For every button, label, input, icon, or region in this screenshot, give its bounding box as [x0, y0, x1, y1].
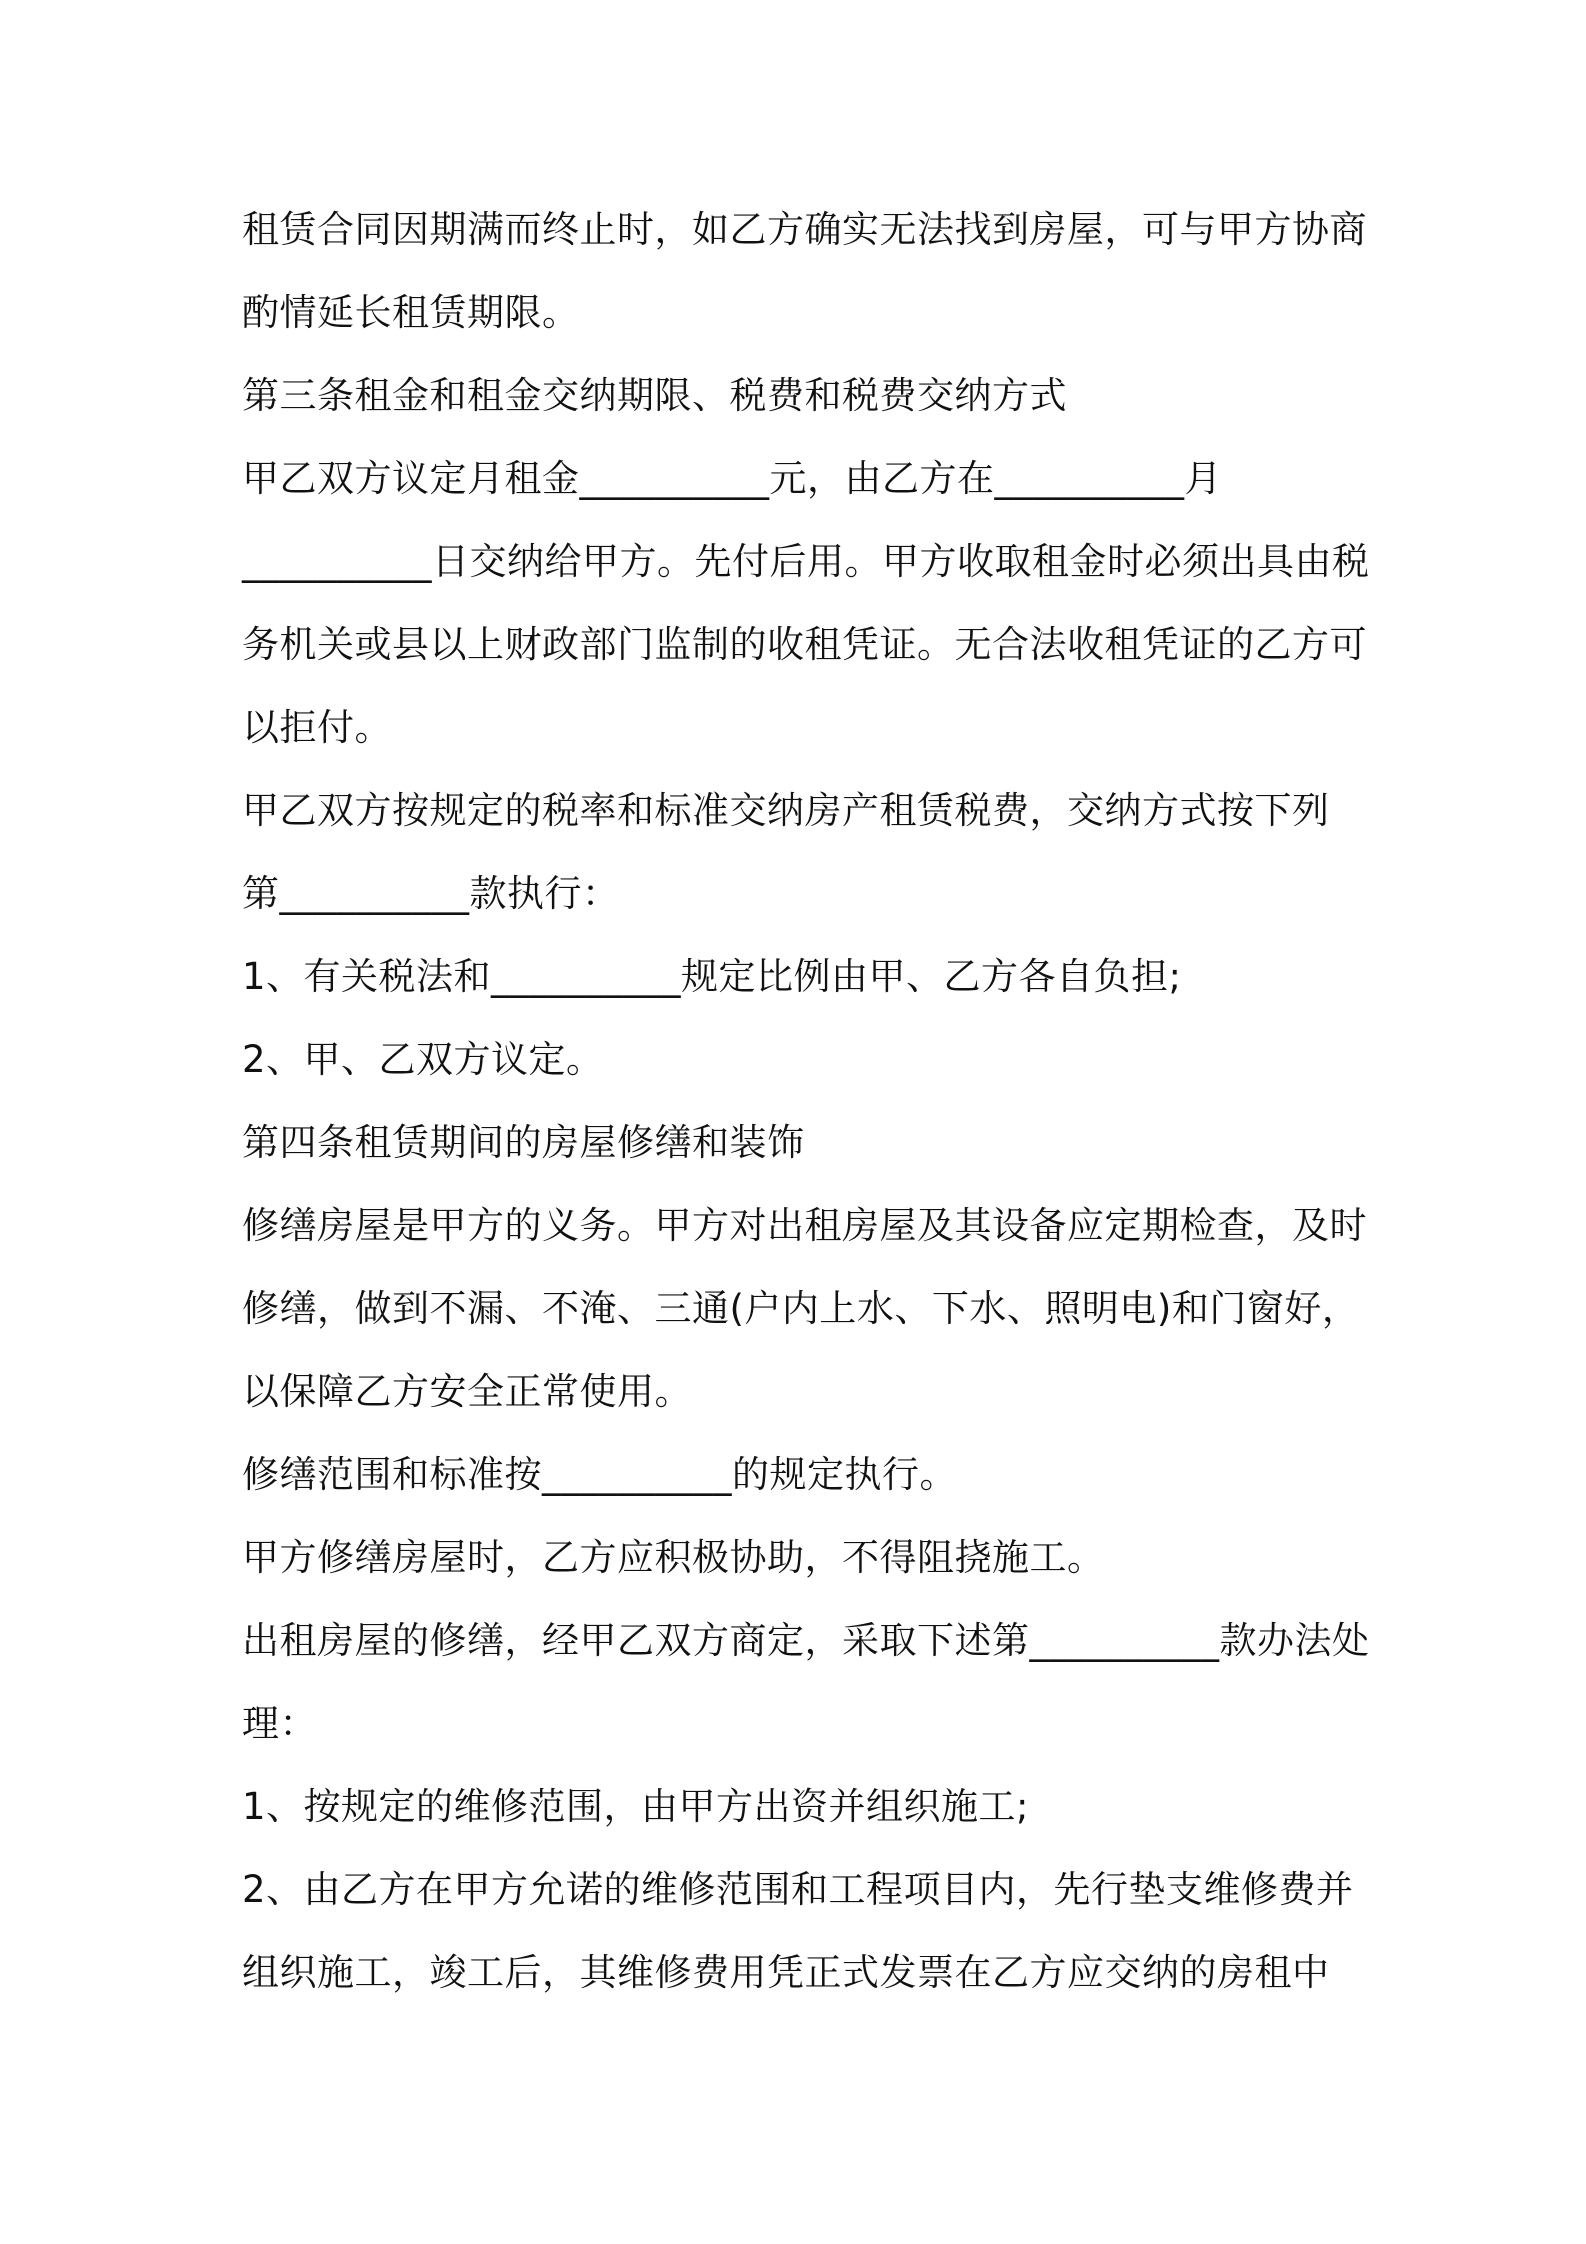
text-line: 组织施工，竣工后，其维修费用凭正式发票在乙方应交纳的房租中	[242, 1951, 1330, 1994]
text-line: 租赁合同因期满而终止时，如乙方确实无法找到房屋，可与甲方协商	[242, 208, 1367, 251]
text-line: __________日交纳给甲方。先付后用。甲方收取租金时必须出具由税	[242, 540, 1370, 583]
text-line: 以拒付。	[242, 706, 392, 749]
section-heading: 第三条租金和租金交纳期限、税费和税费交纳方式	[242, 374, 1067, 417]
list-item: 1、有关税法和__________规定比例由甲、乙方各自负担;	[242, 955, 1182, 998]
text-line: 修缮房屋是甲方的义务。甲方对出租房屋及其设备应定期检查，及时	[242, 1204, 1367, 1247]
text-line: 修缮范围和标准按__________的规定执行。	[242, 1453, 957, 1496]
text-line: 甲乙双方议定月租金__________元，由乙方在__________月	[242, 457, 1222, 500]
text-line: 修缮，做到不漏、不淹、三通(户内上水、下水、照明电)和门窗好，	[242, 1287, 1360, 1330]
text-line: 甲乙双方按规定的税率和标准交纳房产租赁税费，交纳方式按下列	[242, 789, 1330, 832]
text-line: 务机关或县以上财政部门监制的收租凭证。无合法收租凭证的乙方可	[242, 623, 1367, 666]
text-line: 甲方修缮房屋时，乙方应积极协助，不得阻挠施工。	[242, 1536, 1105, 1579]
text-line: 出租房屋的修缮，经甲乙双方商定，采取下述第__________款办法处	[242, 1619, 1370, 1662]
list-item: 2、由乙方在甲方允诺的维修范围和工程项目内，先行垫支维修费并	[242, 1868, 1354, 1911]
list-item: 1、按规定的维修范围，由甲方出资并组织施工;	[242, 1785, 1030, 1828]
section-heading: 第四条租赁期间的房屋修缮和装饰	[242, 1121, 805, 1164]
text-line: 理：	[242, 1702, 317, 1745]
text-line: 第__________款执行：	[242, 872, 620, 915]
text-line: 酌情延长租赁期限。	[242, 291, 580, 334]
list-item: 2、甲、乙双方议定。	[242, 1038, 604, 1081]
text-line: 以保障乙方安全正常使用。	[242, 1370, 692, 1413]
